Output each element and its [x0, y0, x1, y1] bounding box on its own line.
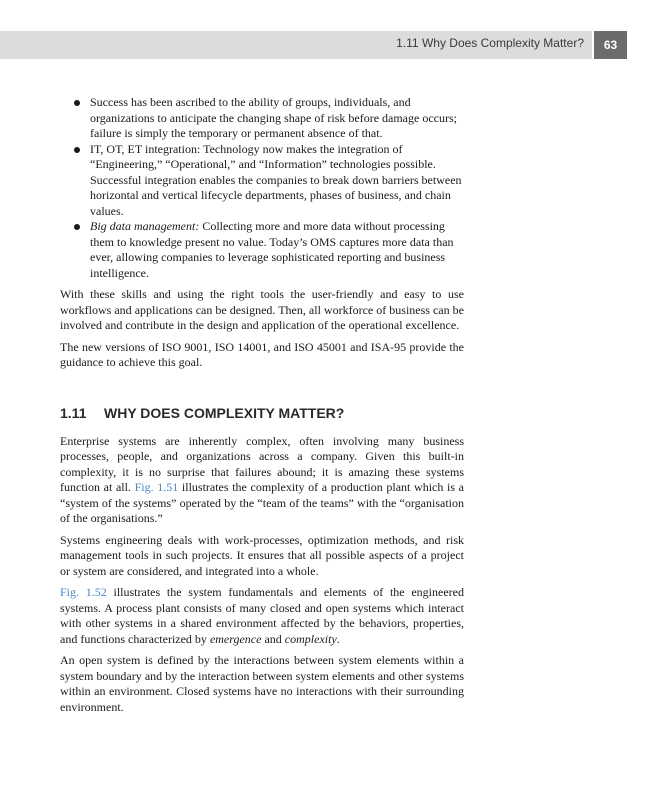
- paragraph-text: Enterprise systems are inherently complex, often involving many business processes, people, and organizations across a company. Given this built-in complexity, it is no surprise that failures abound; it is amazing these systems function at all.: [60, 433, 464, 494]
- paragraph-open-system: An open system is defined by the interactions between system elements within a system boundary and by the interaction between system elements and other systems within an environment. Closed systems have no interactions with their surrounding environment.: [60, 653, 464, 714]
- section-number: 1.11: [60, 404, 87, 421]
- bullet-dot-icon: [74, 224, 80, 230]
- bullet-dot-icon: [74, 147, 80, 153]
- bullet-italic-lead: Big data management:: [90, 219, 200, 233]
- bullet-item: [60, 142, 464, 220]
- emphasis-complexity: complexity: [284, 631, 337, 646]
- paragraph-fundamentals: [60, 585, 464, 647]
- section-heading: [60, 404, 464, 422]
- paragraph-text: and: [261, 631, 285, 646]
- bullet-text: IT, OT, ET integration: Technology now makes the integration of “Engineering,” “Operational,” and “Information” technologies possible. Successful integration enables the companies to break down barriers between horizontal and vertical lifecycle departments, phases of business, and chain values.: [90, 141, 462, 218]
- paragraph-text: .: [336, 631, 340, 646]
- paragraph-iso: The new versions of ISO 9001, ISO 14001, and ISO 45001 and ISA-95 provide the guidance to achieve this goal.: [60, 339, 464, 369]
- page-number: 63: [594, 31, 627, 59]
- bullet-text: Success has been ascribed to the ability of groups, individuals, and organizations to anticipate the changing shape of risk before damage occurs; failure is simply the temporary or permanent absence of that.: [90, 95, 457, 140]
- paragraph-enterprise: [60, 434, 464, 527]
- bullet-list: [60, 95, 464, 281]
- bullet-item: [60, 219, 464, 281]
- bullet-text: Collecting more and more data without processing them to knowledge present no value. Today’s OMS captures more data than ever, allowing companies to leverage sophisticated reporting and business intelligence.: [90, 219, 454, 280]
- section-title: WHY DOES COMPLEXITY MATTER?: [104, 404, 345, 421]
- paragraph-text: illustrates the complexity of a production plant which is a “system of the systems” operated by the “team of the teams” with the “organisation of the organisations.”: [60, 480, 464, 525]
- paragraph-text: illustrates the system fundamentals and elements of the engineered systems. A process plant consists of many closed and open systems which interact with other systems in a shared environment affected by the behaviors, properties, and functions characterized by: [60, 585, 464, 646]
- page-body: [60, 95, 464, 721]
- running-header-title: 1.11 Why Does Complexity Matter?: [396, 36, 584, 50]
- bullet-dot-icon: [74, 100, 80, 106]
- paragraph-systems-engineering: Systems engineering deals with work-processes, optimization methods, and risk management tools in such projects. It ensures that all possible aspects of a project or system are considered, and integrated into a whole.: [60, 532, 464, 578]
- bullet-item: [60, 95, 464, 142]
- figure-link-1-52[interactable]: Fig. 1.52: [60, 585, 107, 599]
- figure-link-1-51[interactable]: Fig. 1.51: [134, 480, 179, 494]
- paragraph-skills: With these skills and using the right tools the user-friendly and easy to use workflows and applications can be designed. Then, all workforce of business can be involved and contribute in the design and application of the operational excellence.: [60, 287, 464, 332]
- emphasis-emergence: emergence: [209, 631, 262, 646]
